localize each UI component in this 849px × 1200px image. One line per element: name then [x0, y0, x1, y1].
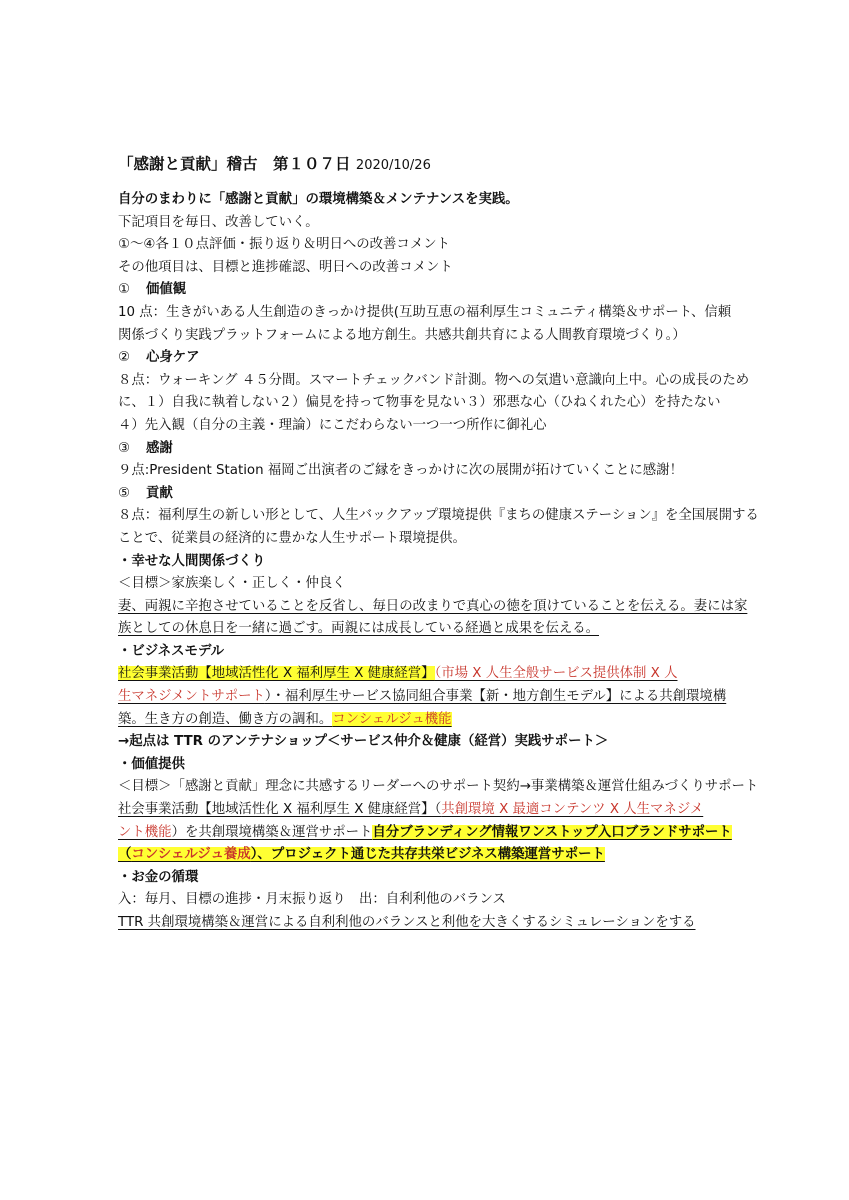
- section-heading-contribution: [118, 483, 733, 506]
- value-text: ）、プロジェクト通じた共存共栄ビジネス構築運営サポート: [250, 847, 605, 863]
- title-date: 2020/10/26: [355, 158, 431, 173]
- section-text: ４）先入観（自分の主義・理論）にこだわらない一つ一つ所作に御礼心: [118, 417, 547, 433]
- money-text: [118, 912, 733, 935]
- relations-text: [118, 618, 733, 641]
- underlined-text: 族としての休息日を一緒に過ごす。両親には成長している経過と成果を伝える。: [118, 621, 599, 637]
- title-text: 「感謝と貢献」稽古 第１０７日: [118, 155, 351, 173]
- business-text: 築。生き方の創造、働き方の調和。: [118, 711, 333, 727]
- section-number: ⑤: [118, 485, 131, 501]
- section-text: 10 点：生きがいある人生創造のきっかけ提供(互助互恵の福利厚生コミュニティ構築＆サポート、信頼: [118, 304, 732, 320]
- section-text: ことで、従業員の経済的に豊かな人生サポート環境提供。: [118, 530, 466, 546]
- red-text: 共創環境 X 最適コンテンツ X 人生マネジメ: [441, 802, 704, 818]
- section-number: ②: [118, 350, 131, 366]
- intro-lead: 自分のまわりに「感謝と貢献」の環境構築＆メンテナンスを実践。: [118, 192, 519, 207]
- intro-line: ①～④各１０点評価・振り返り＆明日への改善コメント: [118, 237, 450, 253]
- relations-heading: ・幸せな人間関係づくり: [118, 553, 266, 569]
- business-line: [118, 709, 733, 732]
- value-text: 社会事業活動【地域活性化 X 福利厚生 X 健康経営】（: [118, 802, 442, 818]
- red-text: ント機能: [118, 824, 172, 840]
- intro-line: 下記項目を毎日、改善していく。: [118, 214, 319, 230]
- value-text: ）を共創環境構築＆運営サポート: [171, 824, 373, 840]
- money-heading: ・お金の循環: [118, 869, 199, 885]
- highlighted-red-text: コンシェルジュ機能: [332, 711, 452, 727]
- underlined-text: TTR 共創環境構築＆運営による自利利他のバランスと利他を大きくするシミュレーションをする: [118, 915, 696, 930]
- paren-open: （: [118, 847, 132, 863]
- business-line: [118, 663, 733, 686]
- section-title: 心身ケア: [146, 350, 200, 366]
- relations-goal: ＜目標＞家族楽しく・正しく・仲良く: [118, 576, 346, 592]
- value-heading: ・価値提供: [118, 756, 185, 772]
- money-text: 入：毎月、目標の進捗・月末振り返り 出：自利利他のバランス: [118, 892, 506, 908]
- section-text: ８点：ウォーキング ４５分間。スマートチェックバンド計測。物への気遣い意識向上中。心の成長のため: [118, 372, 750, 388]
- highlighted-bold-text: [118, 847, 605, 862]
- section-text: ９点:President Station 福岡ご出演者のご縁をきっかけに次の展開が拓けていくことに感謝！: [118, 463, 683, 479]
- section-number: ①: [118, 282, 131, 298]
- highlighted-text: 社会事業活動【地域活性化 X 福利厚生 X 健康経営】: [118, 666, 435, 682]
- section-text: に、１）自我に執着しない２）偏見を持って物事を見ない３）邪悪な心（ひねくれた心）を持たない: [118, 395, 721, 411]
- section-title: 価値観: [146, 282, 187, 298]
- section-heading-values: [118, 279, 733, 302]
- section-title: 貢献: [146, 485, 173, 501]
- red-text: 生マネジメントサポート: [118, 689, 265, 705]
- value-goal: ＜目標＞「感謝と貢献」理念に共感するリーダーへのサポート契約→事業構築＆運営仕組みづくりサポート: [118, 779, 759, 795]
- section-title: 感謝: [146, 440, 173, 456]
- business-line: [118, 686, 733, 709]
- section-text: ８点：福利厚生の新しい形として、人生バックアップ環境提供『まちの健康ステーション』を全国展開する: [118, 508, 759, 524]
- red-text: （市場 X 人生全般サービス提供体制 X 人: [434, 666, 678, 682]
- section-number: ③: [118, 440, 131, 456]
- red-text: コンシェルジュ養成: [131, 847, 251, 863]
- value-line: [118, 799, 733, 822]
- intro-line: その他項目は、目標と進捗確認、明日への改善コメント: [118, 259, 453, 275]
- section-heading-gratitude: [118, 438, 733, 461]
- business-heading: ・ビジネスモデル: [118, 643, 225, 659]
- underlined-text: 妻、両親に辛抱させていることを反省し、毎日の改まりで真心の徳を頂けていることを伝える。妻には家: [118, 598, 748, 614]
- page-title: [118, 153, 733, 177]
- value-line: [118, 822, 733, 845]
- document-body: [118, 153, 759, 935]
- value-line: [118, 844, 733, 867]
- business-text: ）・福利厚生サービス協同組合事業【新・地方創生モデル】による共創環境構: [264, 689, 727, 705]
- section-text: 関係づくり実践プラットフォームによる地方創生。共感共創共育による人間教育環境づくり。）: [118, 327, 686, 343]
- business-arrow: →起点は TTR のアンテナショップ＜サービス仲介＆健康（経営）実践サポート＞: [118, 734, 609, 750]
- highlighted-bold-text: 自分ブランディング情報ワンストップ入口ブランドサポート: [372, 824, 732, 840]
- section-heading-care: [118, 347, 733, 370]
- relations-text: [118, 596, 748, 619]
